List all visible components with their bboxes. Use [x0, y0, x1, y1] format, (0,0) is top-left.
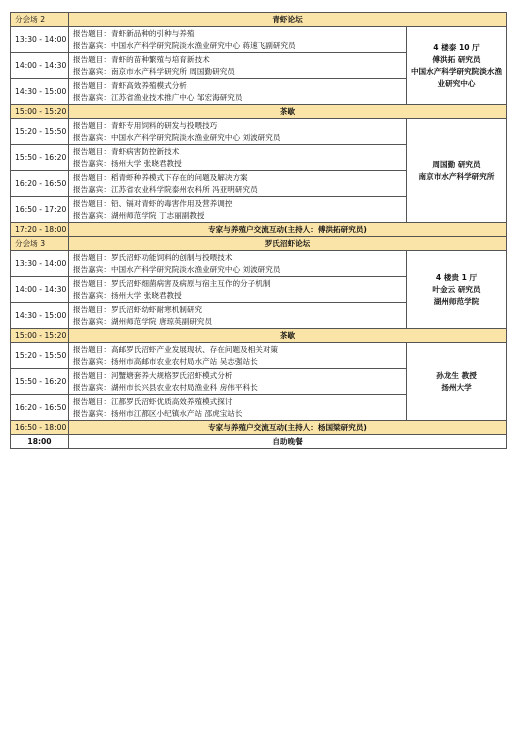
talk-details — [69, 369, 407, 395]
host-name: 周国勤 研究员 — [432, 159, 481, 169]
interaction-row — [11, 223, 507, 237]
venue-3-forum-title: 罗氏沼虾论坛 — [69, 237, 507, 251]
venue-3-host-session-2 — [407, 343, 507, 421]
talk-speaker: 报告嘉宾：南京市水产科学研究所 周国勤研究员 — [73, 66, 235, 76]
talk-title: 报告题目：罗氏沼虾功能饲料的创制与投喂技术 — [73, 252, 233, 262]
schedule-table — [10, 12, 507, 449]
talk-time: 13:30 - 14:00 — [11, 27, 69, 53]
talk-row — [11, 251, 507, 277]
talk-title: 报告题目：罗氏沼虾细菌病害及病原与宿主互作的分子机制 — [73, 278, 271, 288]
room-location: 4 楼贵 1 厅 — [435, 272, 478, 282]
talk-time: 13:30 - 14:00 — [11, 251, 69, 277]
host-name: 叶金云 研究员 — [432, 284, 481, 294]
tea-break-row — [11, 105, 507, 119]
host-affiliation: 扬州大学 — [441, 382, 472, 392]
talk-time: 14:30 - 15:00 — [11, 303, 69, 329]
host-affiliation: 湖州师范学院 — [433, 296, 480, 306]
talk-speaker: 报告嘉宾：湖州市长兴县农业农村局渔业科 房伟平科长 — [73, 382, 258, 392]
host-affiliation: 南京市水产科学研究所 — [418, 171, 495, 181]
talk-title: 报告题目：青虾专用饲料的研发与投喂技巧 — [73, 120, 218, 130]
talk-time: 15:50 - 16:20 — [11, 369, 69, 395]
host-affiliation: 中国水产科学研究院淡水渔业研究中心 — [410, 66, 503, 88]
talk-title: 报告题目：青虾病害防控新技术 — [73, 146, 180, 156]
talk-time: 15:20 - 15:50 — [11, 343, 69, 369]
venue-2-host-session-2 — [407, 119, 507, 223]
talk-title: 报告题目：青虾的苗种繁殖与培育新技术 — [73, 54, 210, 64]
talk-details — [69, 27, 407, 53]
talk-details — [69, 251, 407, 277]
interaction-time: 16:50 - 18:00 — [11, 421, 69, 435]
break-time: 15:00 - 15:20 — [11, 329, 69, 343]
dinner-time: 18:00 — [11, 435, 69, 449]
host-name: 傅洪拓 研究员 — [432, 54, 481, 64]
talk-details — [69, 277, 407, 303]
talk-speaker: 报告嘉宾：湖州师范学院 唐琼英副研究员 — [73, 316, 213, 326]
talk-title: 报告题目：铅、镉对青虾的毒害作用及营养调控 — [73, 198, 233, 208]
venue-2-forum-title: 青虾论坛 — [69, 13, 507, 27]
talk-time: 15:20 - 15:50 — [11, 119, 69, 145]
talk-time: 14:00 - 14:30 — [11, 53, 69, 79]
talk-title: 报告题目：河蟹塘套养大规格罗氏沼虾模式分析 — [73, 370, 233, 380]
talk-time: 14:30 - 15:00 — [11, 79, 69, 105]
venue-3-label: 分会场 3 — [11, 237, 69, 251]
venue-3-host-session-1 — [407, 251, 507, 329]
talk-title: 报告题目：江都罗氏沼虾优质高效养殖模式探讨 — [73, 396, 233, 406]
talk-details — [69, 395, 407, 421]
talk-speaker: 报告嘉宾：中国水产科学研究院淡水渔业研究中心 刘波研究员 — [73, 264, 281, 274]
talk-speaker: 报告嘉宾：中国水产科学研究院淡水渔业研究中心 蒋速飞副研究员 — [73, 40, 296, 50]
talk-title: 报告题目：高邮罗氏沼虾产业发展现状、存在问题及相关对策 — [73, 344, 279, 354]
talk-title: 报告题目：青虾新品种的引种与养殖 — [73, 28, 195, 38]
interaction-time: 17:20 - 18:00 — [11, 223, 69, 237]
interaction-row — [11, 421, 507, 435]
talk-time: 14:00 - 14:30 — [11, 277, 69, 303]
venue-3-header-row — [11, 237, 507, 251]
break-time: 15:00 - 15:20 — [11, 105, 69, 119]
talk-speaker: 报告嘉宾：扬州大学 张晓君教授 — [73, 290, 182, 300]
interaction-label: 专家与养殖户交流互动(主持人：杨国梁研究员) — [69, 421, 507, 435]
interaction-label: 专家与养殖户交流互动(主持人：傅洪拓研究员) — [69, 223, 507, 237]
talk-time: 16:20 - 16:50 — [11, 171, 69, 197]
talk-details — [69, 343, 407, 369]
talk-details — [69, 79, 407, 105]
talk-time: 15:50 - 16:20 — [11, 145, 69, 171]
room-location: 4 楼泰 10 厅 — [433, 42, 480, 52]
talk-row — [11, 27, 507, 53]
talk-time: 16:50 - 17:20 — [11, 197, 69, 223]
talk-speaker: 报告嘉宾：湖州师范学院 丁志丽副教授 — [73, 210, 205, 220]
venue-2-host-session-1 — [407, 27, 507, 105]
break-label: 茶歇 — [69, 329, 507, 343]
talk-speaker: 报告嘉宾：江苏省农业科学院泰州农科所 冯亚明研究员 — [73, 184, 258, 194]
talk-speaker: 报告嘉宾：扬州大学 张晓君教授 — [73, 158, 182, 168]
dinner-row — [11, 435, 507, 449]
talk-time: 16:20 - 16:50 — [11, 395, 69, 421]
talk-details — [69, 53, 407, 79]
talk-details — [69, 171, 407, 197]
talk-title: 报告题目：稻青虾种养模式下存在的问题及解决方案 — [73, 172, 248, 182]
talk-details — [69, 197, 407, 223]
dinner-label: 自助晚餐 — [69, 435, 507, 449]
venue-2-label: 分会场 2 — [11, 13, 69, 27]
talk-speaker: 报告嘉宾：江苏省渔业技术推广中心 邹宏海研究员 — [73, 92, 243, 102]
venue-2-header-row — [11, 13, 507, 27]
talk-details — [69, 303, 407, 329]
talk-title: 报告题目：罗氏沼虾幼虾耐寒机制研究 — [73, 304, 203, 314]
host-name: 孙龙生 教授 — [436, 370, 477, 380]
talk-speaker: 报告嘉宾：中国水产科学研究院淡水渔业研究中心 刘波研究员 — [73, 132, 281, 142]
talk-speaker: 报告嘉宾：扬州市高邮市农业农村局水产站 吴志强站长 — [73, 356, 258, 366]
talk-title: 报告题目：青虾高效养殖模式分析 — [73, 80, 187, 90]
break-label: 茶歇 — [69, 105, 507, 119]
talk-details — [69, 119, 407, 145]
talk-row — [11, 343, 507, 369]
tea-break-row — [11, 329, 507, 343]
talk-row — [11, 119, 507, 145]
talk-details — [69, 145, 407, 171]
talk-speaker: 报告嘉宾：扬州市江都区小纪镇水产站 邵虎宝站长 — [73, 408, 243, 418]
